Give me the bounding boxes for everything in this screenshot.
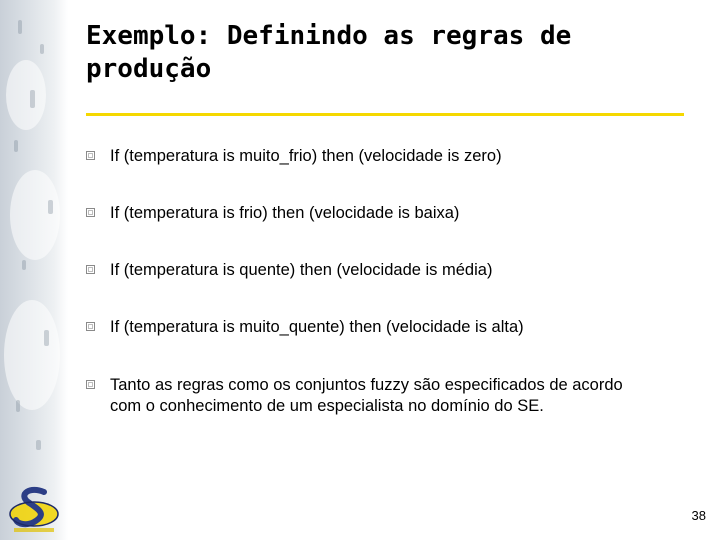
square-bullet-icon xyxy=(86,265,95,274)
square-bullet-icon xyxy=(86,208,95,217)
square-bullet-icon xyxy=(86,380,95,389)
bullet-text: If (temperatura is muito_quente) then (velocidade is alta) xyxy=(110,318,524,336)
bullet-item xyxy=(86,317,666,338)
square-bullet-icon xyxy=(86,151,95,160)
bullet-item xyxy=(86,375,656,417)
bullet-text: If (temperatura is quente) then (velocidade is média) xyxy=(110,261,493,279)
bullet-text: Tanto as regras como os conjuntos fuzzy são especificados de acordo com o conhecimento de um especialista no domínio do SE. xyxy=(110,376,623,415)
slide-title: Exemplo: Definindo as regras de produção xyxy=(86,21,572,84)
bullet-text: If (temperatura is muito_frio) then (velocidade is zero) xyxy=(110,147,502,165)
bullet-text: If (temperatura is frio) then (velocidade is baixa) xyxy=(110,204,460,222)
bullet-item xyxy=(86,260,666,281)
title-divider xyxy=(86,113,684,116)
side-decoration xyxy=(0,0,68,540)
page-number: 38 xyxy=(691,508,706,523)
square-bullet-icon xyxy=(86,322,95,331)
logo-icon xyxy=(4,478,64,536)
bullet-item xyxy=(86,146,666,167)
bullet-item xyxy=(86,203,666,224)
